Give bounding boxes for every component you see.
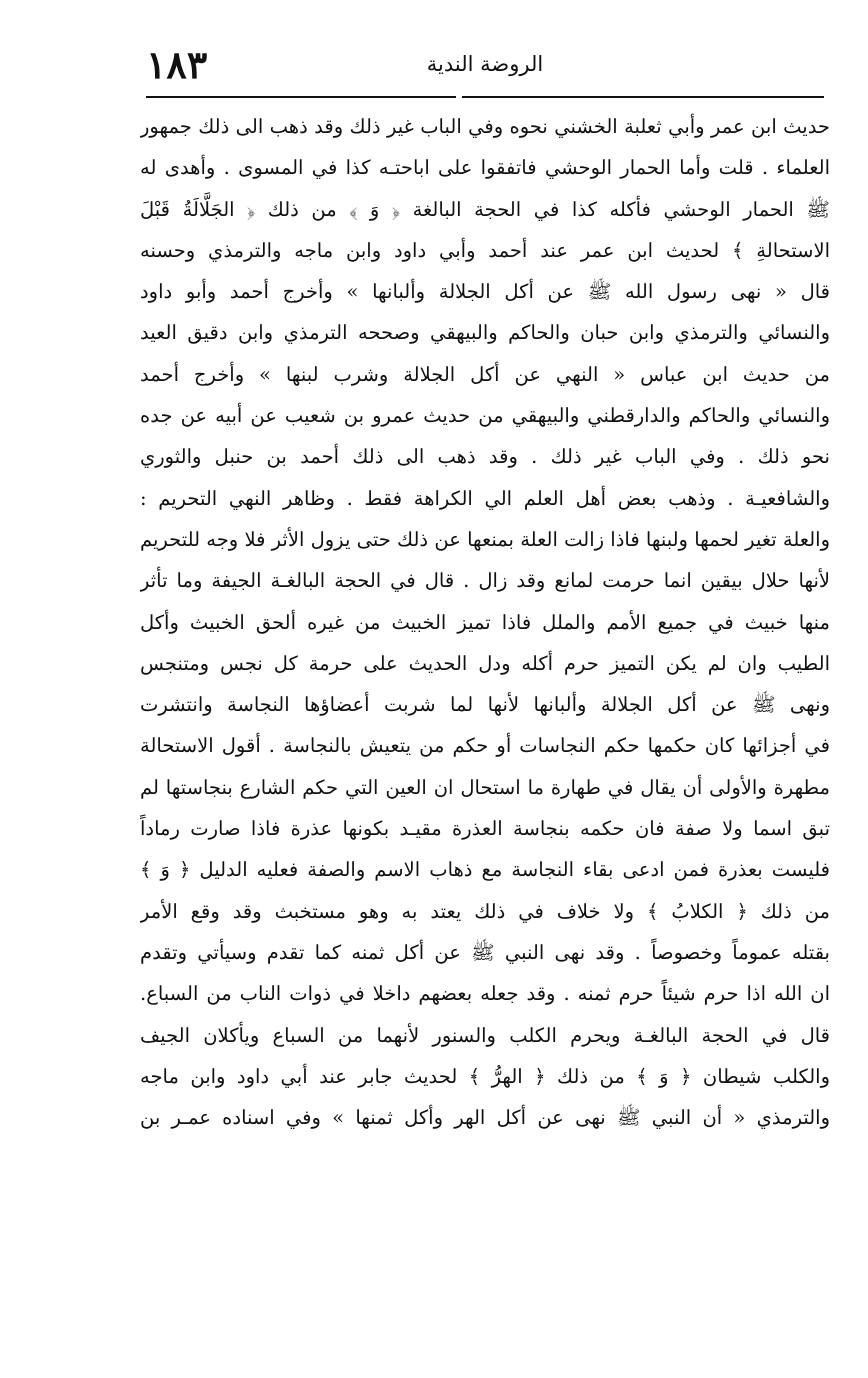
text-line: حديث ابن عمر وأبي ثعلبة الخشني نحوه وفي الباب غير ذلك وقد ذهب الى ذلك جمهور: [140, 115, 830, 138]
text-line: قال في الحجة البالغـة ويحرم الكلب والسنور لأنهما من السباع ويأكلان الجيف: [140, 1023, 830, 1047]
text-line: من حديث ابن عباس « النهي عن أكل الجلالة وشرب لبنها » وأخرج أحمد: [140, 362, 830, 386]
text-line: الاستحالةِ ﴾ لحديث ابن عمر عند أحمد وأبي داود وابن ماجه والترمذي وحسنه: [140, 238, 830, 262]
header-rule-right: [462, 96, 824, 98]
text-line: نحو ذلك . وفي الباب غير ذلك . وقد ذهب الى ذلك أحمد بن حنبل والثوري: [140, 445, 830, 469]
header-rule-left: [146, 96, 456, 98]
text-line: منها خبيث في جميع الأمم والملل فاذا تميز الخبيث من غيره ألحق الخبيث وأكل: [140, 610, 830, 634]
text-line: الطيب وان لم يكن التميز حرم أكله ودل الحديث على حرمة كل نجس ومتنجس: [140, 651, 830, 675]
text-line: والنسائي والترمذي وابن حبان والحاكم والبيهقي وصححه الترمذي وابن دقيق العيد: [140, 321, 830, 345]
text-line: تبق اسما ولا صفة فان حكمه بنجاسة العذرة مقيـد بكونها عذرة فاذا صارت رماداً: [140, 817, 830, 841]
text-line: ﷺ الحمار الوحشي فأكله كذا في الحجة البالغة ﴿ وَ ﴾ من ذلك ﴿ الجَلَّالَةُ قَبْلَ: [140, 197, 830, 221]
page-number: ١٨٣: [146, 42, 208, 87]
text-line: ان الله اذا حرم شيئاً حرم ثمنه . وقد جعله بعضهم داخلا في ذوات الناب من السباع.: [140, 982, 830, 1006]
text-line: والترمذي « أن النبي ﷺ نهى عن أكل الهر وأكل ثمنها » وفي اسناده عمـر بن: [140, 1106, 830, 1130]
running-title: الروضة الندية: [426, 52, 544, 76]
text-line: والكلب شيطان ﴿ وَ ﴾ من ذلك ﴿ الهرُّ ﴾ لحديث جابر عند أبي داود وابن ماجه: [140, 1064, 830, 1088]
text-line: ونهى ﷺ عن أكل الجلالة وألبانها لأنها لما شربت أعضاؤها النجاسة وانتشرت: [140, 693, 830, 717]
text-line: فليست بعذرة فمن ادعى بقاء النجاسة مع ذهاب الاسم والصفة فعليه الدليل ﴿ وَ ﴾: [140, 858, 830, 882]
text-line: مطهرة والأولى أن يقال في طهارة ما استحال ان العين التي حكم الشارع بنجاستها لم: [140, 775, 830, 799]
text-line: في أجزائها كان حكمها حكم النجاسات أو حكم من يتعيش بالنجاسة . أقول الاستحالة: [140, 734, 830, 758]
text-line: والعلة تغير لحمها ولبنها فاذا زالت العلة بمنعها عن ذلك حتى يزول الأثر فلا وجه للتحريم: [140, 527, 830, 551]
text-line: من ذلك ﴿ الكلابُ ﴾ ولا خلاف في ذلك يعتد به وهو مستخبث وقد وقع الأمر: [140, 899, 830, 923]
text-line: لأنها حلال بيقين انما حرمت لمانع وقد زال . قال في الحجة البالغـة الجيفة وما تأثر: [140, 569, 830, 593]
text-line: قال « نهى رسول الله ﷺ عن أكل الجلالة وألبانها » وأخرج أحمد وأبو داود: [140, 280, 830, 304]
text-line: والشافعيـة . وذهب بعض أهل العلم الي الكراهة فقط . وظاهر النهي التحريم :: [140, 486, 830, 510]
page-header: [140, 42, 830, 94]
body-text: [140, 106, 830, 1138]
text-line: العلماء . قلت وأما الحمار الوحشي فاتفقوا على اباحتـه كذا في المسوى . وأهدى له: [140, 156, 830, 180]
text-line: والنسائي والحاكم والدارقطني والبيهقي من حديث عمرو بن شعيب عن أبيه عن جده: [140, 404, 830, 428]
text-line: بقتله عموماً وخصوصاً . وقد نهى النبي ﷺ عن أكل ثمنه كما تقدم وسيأتي وتقدم: [140, 940, 830, 964]
